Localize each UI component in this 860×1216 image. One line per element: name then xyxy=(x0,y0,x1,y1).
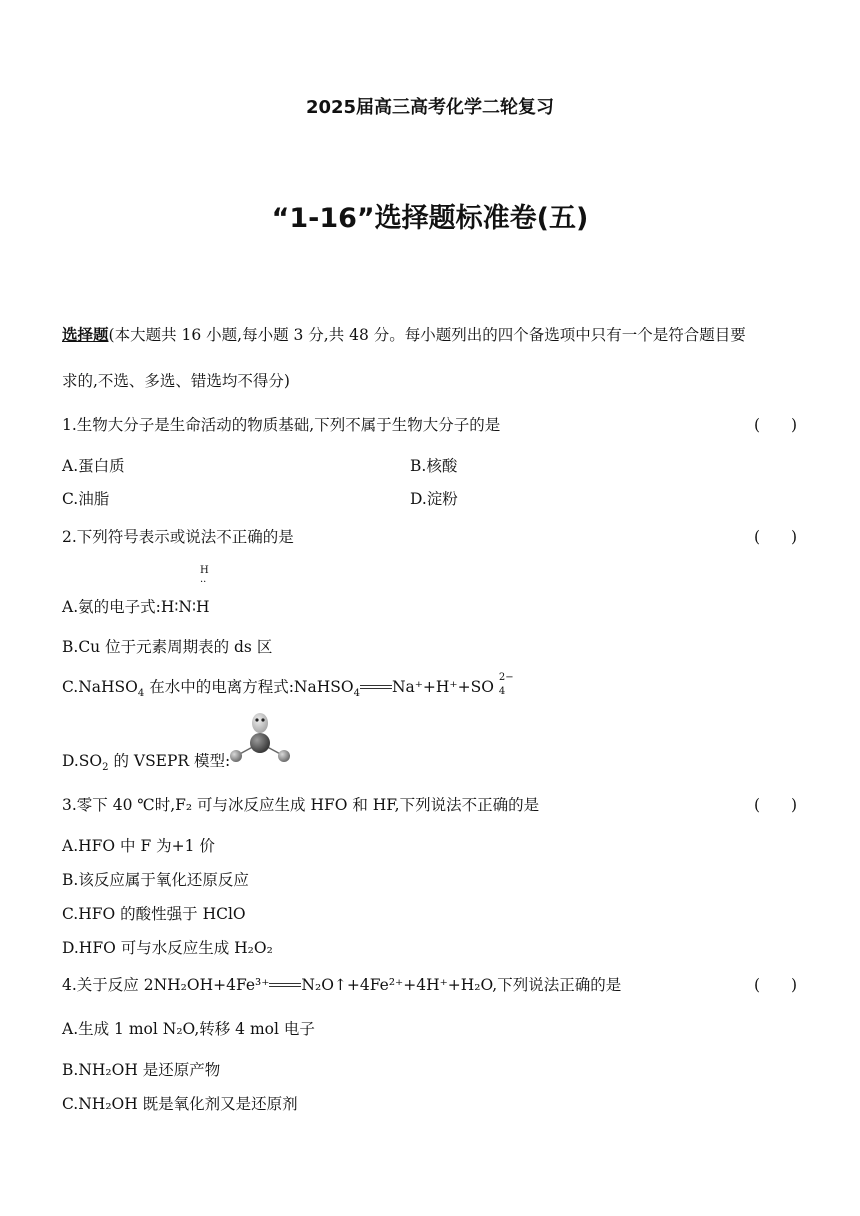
q3-option-d[interactable]: D.HFO 可与水反应生成 H₂O₂ xyxy=(62,939,273,957)
q1-option-b[interactable]: B.核酸 xyxy=(410,457,458,475)
intro-text-1: (本大题共 16 小题,每小题 3 分,共 48 分。每小题列出的四个备选项中只有一个是符合题目要 xyxy=(108,326,746,344)
q1-option-a[interactable]: A.蛋白质 xyxy=(62,457,125,475)
q1-stem: 1.生物大分子是生命活动的物质基础,下列不属于生物大分子的是 xyxy=(62,416,501,434)
ion-sup: 2− xyxy=(498,672,514,683)
q2-a-formula: H∶N∶H xyxy=(160,598,210,616)
q4-option-a[interactable]: A.生成 1 mol N₂O,转移 4 mol 电子 xyxy=(62,1020,315,1038)
q3-stem: 3.零下 40 ℃时,F₂ 可与冰反应生成 HFO 和 HF,下列说法不正确的是 xyxy=(62,796,540,814)
q2-c-sub-2: 4 xyxy=(353,688,360,700)
ion-sub: 4 xyxy=(498,686,506,697)
intro-line-1 xyxy=(62,323,746,345)
q3-option-a[interactable]: A.HFO 中 F 为+1 价 xyxy=(62,837,215,855)
sulfate-ion-charge xyxy=(494,672,514,697)
q2-d-prefix: D.SO xyxy=(62,752,103,770)
q4-stem xyxy=(62,973,621,995)
series-title: 2025届高三高考化学二轮复习 xyxy=(305,97,555,118)
q1-option-c[interactable]: C.油脂 xyxy=(62,490,110,508)
q2-option-a[interactable] xyxy=(62,595,210,617)
q2-d-suffix: 的 VSEPR 模型: xyxy=(108,752,231,770)
vsepr-model-icon xyxy=(226,708,298,768)
q2-a-lone-pair: ·· xyxy=(200,577,207,588)
q3-answer-paren: ( ) xyxy=(754,796,798,814)
intro-line-2: 求的,不选、多选、错选均不得分) xyxy=(62,372,290,390)
q2-c-mid: 在水中的电离方程式:NaHSO xyxy=(144,678,354,696)
q1-answer-paren: ( ) xyxy=(754,416,798,434)
q4-answer-paren: ( ) xyxy=(754,976,798,994)
q2-a-top-h: H xyxy=(200,565,209,576)
q3-option-c[interactable]: C.HFO 的酸性强于 HClO xyxy=(62,905,246,923)
q2-option-b[interactable]: B.Cu 位于元素周期表的 ds 区 xyxy=(62,638,273,656)
q2-stem: 2.下列符号表示或说法不正确的是 xyxy=(62,528,294,546)
q2-answer-paren: ( ) xyxy=(754,528,798,546)
q1-option-d[interactable]: D.淀粉 xyxy=(410,490,458,508)
q4-stem-right: N₂O↑+4Fe²⁺+4H⁺+H₂O,下列说法正确的是 xyxy=(301,976,622,994)
exam-title: “1-16”选择题标准卷(五) xyxy=(271,203,589,234)
q4-stem-left: 4.关于反应 2NH₂OH+4Fe³⁺ xyxy=(62,976,270,994)
q2-c-prefix: C.NaHSO xyxy=(62,678,138,696)
q2-d-sub: 2 xyxy=(102,762,109,774)
q2-a-prefix: A.氨的电子式: xyxy=(62,598,161,616)
q4-option-b[interactable]: B.NH₂OH 是还原产物 xyxy=(62,1061,221,1079)
q3-option-b[interactable]: B.该反应属于氧化还原反应 xyxy=(62,871,249,889)
q4-option-c[interactable]: C.NH₂OH 既是氧化剂又是还原剂 xyxy=(62,1095,298,1113)
equals-sign xyxy=(360,683,392,693)
q2-option-c[interactable] xyxy=(62,672,514,700)
q2-c-products: Na⁺+H⁺+SO xyxy=(391,678,494,696)
equals-sign xyxy=(269,981,301,991)
section-label: 选择题 xyxy=(62,325,109,344)
q2-c-sub: 4 xyxy=(137,688,145,700)
q2-option-d[interactable] xyxy=(62,749,231,774)
